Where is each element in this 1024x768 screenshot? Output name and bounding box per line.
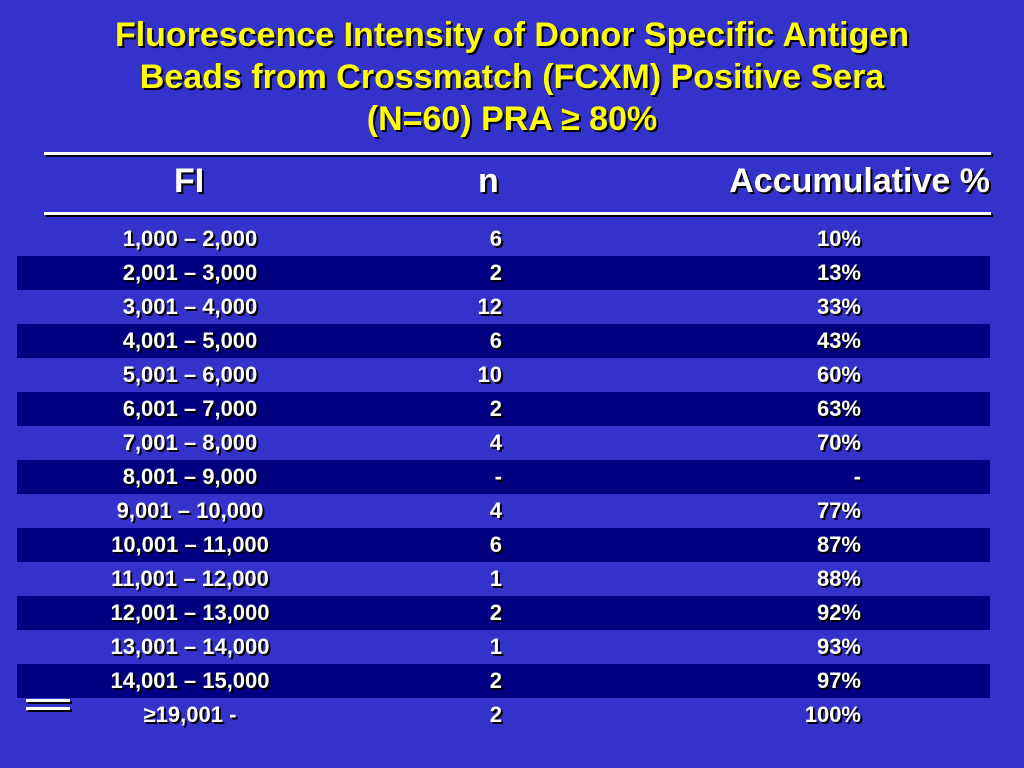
table-row [0,562,1024,596]
accumulative-cell: 92% [816,600,861,625]
accumulative-cell: 60% [816,362,861,387]
n-cell: 4 [489,498,502,523]
fi-range-cell: ≥19,001 - [143,702,237,727]
n-cell: 12 [477,294,502,319]
accumulative-cell: 63% [816,396,861,421]
fi-range-cell: 3,001 – 4,000 [122,294,258,319]
header-bottom-rule [44,212,991,215]
table-row [0,290,1024,324]
fi-range-cell: 6,001 – 7,000 [122,396,258,421]
accumulative-cell: 93% [816,634,861,659]
title-line-1: Fluorescence Intensity of Donor Specific Antigen [114,16,910,54]
table-row [0,324,1024,358]
table-row [0,222,1024,256]
column-header-fi: FI [174,162,205,200]
n-cell: 2 [489,396,502,421]
n-cell: 2 [489,260,502,285]
accumulative-cell: 100% [804,702,861,727]
fi-range-cell: 2,001 – 3,000 [122,260,258,285]
equals-icon [26,698,70,712]
table-row [0,630,1024,664]
n-cell: 1 [489,634,502,659]
table-row [0,596,1024,630]
accumulative-cell: 88% [816,566,861,591]
fi-range-cell: 13,001 – 14,000 [110,634,270,659]
table-row [0,256,1024,290]
fi-range-cell: 12,001 – 13,000 [110,600,270,625]
n-cell: 6 [489,328,502,353]
fi-range-cell: 1,000 – 2,000 [122,226,258,251]
title-line-3: (N=60) PRA ≥ 80% [366,100,658,138]
n-cell: 6 [489,532,502,557]
accumulative-cell: 70% [816,430,861,455]
fi-range-cell: 9,001 – 10,000 [116,498,264,523]
accumulative-cell: - [853,464,861,489]
n-cell: 1 [489,566,502,591]
n-cell: 2 [489,702,502,727]
column-header-n: n [478,162,499,200]
fi-range-cell: 11,001 – 12,000 [111,566,269,591]
accumulative-cell: 33% [816,294,861,319]
n-cell: 6 [489,226,502,251]
header-top-rule [44,152,991,155]
accumulative-cell: 10% [816,226,861,251]
fi-range-cell: 5,001 – 6,000 [122,362,258,387]
slide-title [30,14,994,140]
n-cell: - [494,464,502,489]
column-header-accumulative: Accumulative % [729,162,990,200]
table-row [0,698,1024,732]
accumulative-cell: 43% [816,328,861,353]
fi-range-cell: 4,001 – 5,000 [122,328,258,353]
table-row [0,392,1024,426]
n-cell: 4 [489,430,502,455]
accumulative-cell: 13% [816,260,861,285]
accumulative-cell: 77% [816,498,861,523]
table-row [0,460,1024,494]
fi-range-cell: 10,001 – 11,000 [111,532,269,557]
table-row [0,664,1024,698]
table-row [0,426,1024,460]
n-cell: 2 [489,600,502,625]
accumulative-cell: 87% [816,532,861,557]
table-row [0,494,1024,528]
accumulative-cell: 97% [816,668,861,693]
fi-range-cell: 14,001 – 15,000 [110,668,270,693]
table-row [0,358,1024,392]
table-row [0,528,1024,562]
n-cell: 10 [477,362,502,387]
fi-range-cell: 7,001 – 8,000 [122,430,258,455]
n-cell: 2 [489,668,502,693]
fi-range-cell: 8,001 – 9,000 [122,464,258,489]
title-line-2: Beads from Crossmatch (FCXM) Positive Sera [139,58,885,96]
